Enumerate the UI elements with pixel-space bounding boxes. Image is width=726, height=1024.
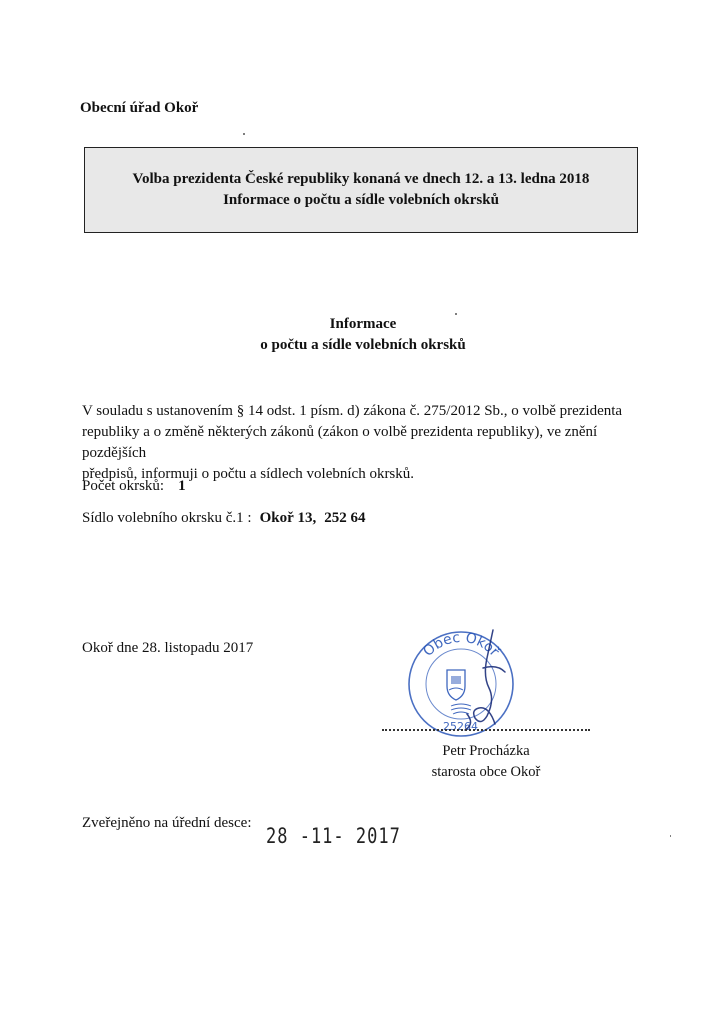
paragraph-line: předpisů, informuji o počtu a sídlech volebních okrsků. bbox=[82, 466, 415, 482]
signature-line bbox=[382, 729, 590, 731]
legal-paragraph bbox=[82, 401, 662, 485]
coat-of-arms-icon bbox=[447, 670, 471, 714]
posting-label: Zveřejněno na úřední desce: bbox=[82, 815, 252, 831]
stamp-zip: 25264 bbox=[443, 720, 478, 733]
signatory-name: Petr Procházka bbox=[442, 743, 530, 759]
place-and-date: Okoř dne 28. listopadu 2017 bbox=[82, 640, 254, 656]
stamp-text: Obec Okoř bbox=[420, 629, 503, 660]
signatory bbox=[380, 741, 592, 783]
election-banner bbox=[84, 147, 638, 233]
scan-speck bbox=[670, 835, 671, 837]
banner-title: Volba prezidenta České republiky konaná ve dnech 12. a 13. ledna 2018 bbox=[132, 171, 590, 187]
scan-speck bbox=[243, 133, 245, 135]
banner-subtitle: Informace o počtu a sídle volebních okrsků bbox=[223, 192, 499, 208]
notice-heading bbox=[0, 314, 726, 356]
signatory-title: starosta obce Okoř bbox=[431, 764, 541, 780]
district-count-value: 1 bbox=[178, 478, 186, 494]
notice-heading-line2: o počtu a sídle volebních okrsků bbox=[260, 337, 466, 353]
district-count-label: Počet okrsků: bbox=[82, 478, 165, 494]
notice-heading-line1: Informace bbox=[329, 316, 397, 332]
district-seat-label: Sídlo volebního okrsku č.1 : bbox=[82, 510, 252, 526]
paragraph-line: republiky a o změně některých zákonů (zákon o volbě prezidenta republiky), ve znění pozdějších bbox=[82, 424, 598, 461]
district-seat-row bbox=[82, 510, 366, 527]
office-name: Obecní úřad Okoř bbox=[80, 100, 199, 116]
district-seat-address: Okoř 13, bbox=[259, 510, 317, 526]
district-count-row bbox=[82, 478, 186, 495]
scan-speck bbox=[455, 313, 457, 315]
posting-date-stamp: 28 -11- 2017 bbox=[266, 824, 401, 849]
district-seat-zip: 252 64 bbox=[324, 510, 366, 526]
municipal-stamp bbox=[405, 628, 517, 740]
paragraph-line: V souladu s ustanovením § 14 odst. 1 písm. d) zákona č. 275/2012 Sb., o volbě prezidenta bbox=[82, 403, 623, 419]
